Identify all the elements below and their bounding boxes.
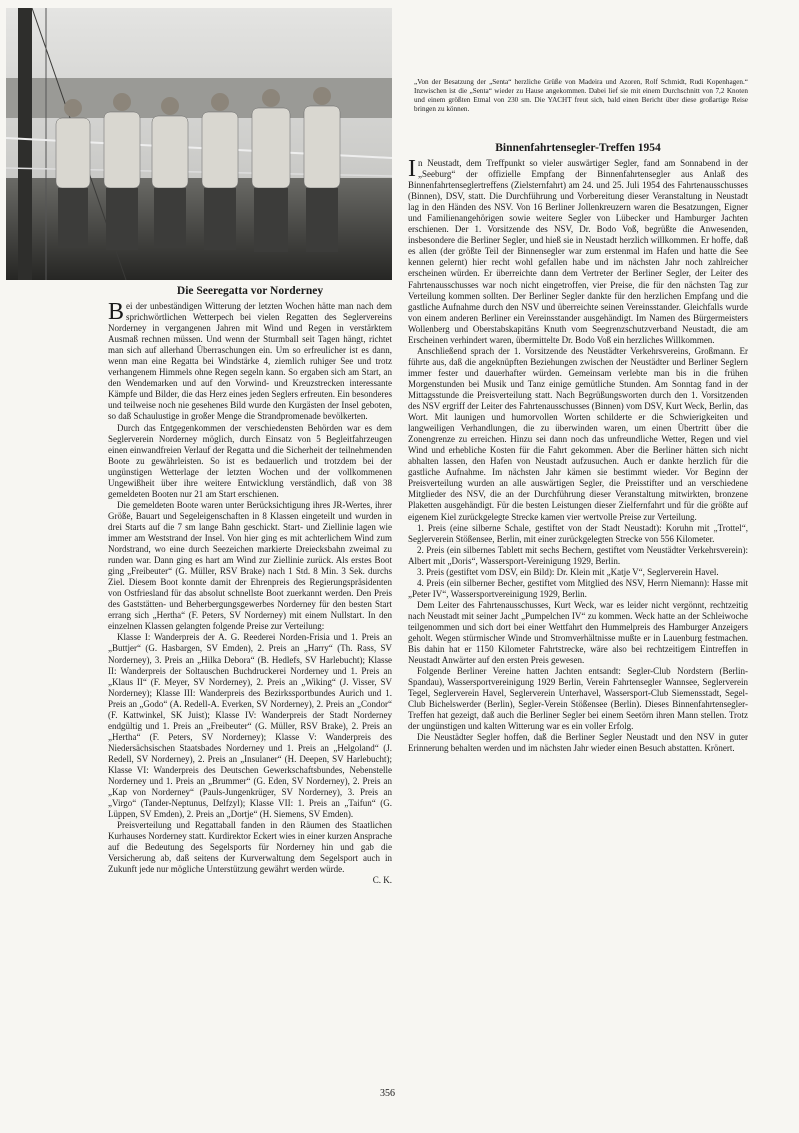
article-paragraph: Durch das Entgegenkommen der verschiedensten Behörden war es dem Seglerverein Norderney möglich, durch Einsatz von 5 Begleitfahrzeugen einen einwandfreien Verlauf der Regatta und die Sicherheit der teilnehmenden Boote zu gewährleisten. So ist es bedauerlich und trotzdem bei der ungünstigen Wetterlage der letzten Wochen und der vollkommenen Ungewißheit über ihre weitere Entwicklung verständlich, daß von 38 gemeldeten Booten nur 21 am Start erschienen. xyxy=(108,422,392,499)
crew-photo xyxy=(6,8,392,280)
prize-entry: 4. Preis (ein silberner Becher, gestiftet vom Mitglied des NSV, Herrn Niemann): Hasse mit „Peter IV“, Wassersportvereinigung 1929, Berlin. xyxy=(408,577,748,599)
article-paragraph: Klasse I: Wanderpreis der A. G. Reederei Norden-Frisia und 1. Preis an „Buttjer“ (G. Hasbargen, SV Emden), 2. Preis an „Harry“ (Th. Rass, SV Norderney), 3. Preis an „Hilka Debora“ (B. Hedlefs, SV Harlebucht); Klasse II: Wanderpreis der Soltauschen Buchdruckerei Norderney und 1. Preis an „Klaus II“ (F. Meyer, SV Norderney), 2. Preis an „Wiking“ (J. Visser, SV Norderney); Klasse III: Wanderpreis des Bezirkssportbundes Aurich und 1. Preis an „Godo“ (A. Redell-A. Everken, SV Norderney), 2. Preis an „Condor“ (F. Kattwinkel, SK Juist); Klasse IV: Wanderpreis der Stadt Norderney endgültig und 1. Preis an „Freibeuter“ (G. Müller, RSV Brake), 2. Preis an „Hertha“ (F. Peters, SV Norderney); Klasse V: Wanderpreis des Niedersächsischen Staatsbades Norderney und 1. Preis an „Helgoland“ (J. Redell, SV Norderney), 2. Preis an „Insulaner“ (H. Deepen, SV Harlebucht); Klasse VI: Wanderpreis des Deutschen Gewerkschaftsbundes, Nebenstelle Norderney und 1. Preis an „Brummer“ (G. Eden, SV Norderney), 2. Preis an „Kap von Norderney“ (Pauls-Jungenkrüger, SV Norderney), 3. Preis an „Virgo“ (Tander-Neptunus, Delfzyl); Klasse VII: 1. Preis an „Taifun“ (G. Lüppen, SV Emden), 2. Preis an „Dortje“ (H. Siemens, SV Emden). xyxy=(108,632,392,820)
crew-photo-image xyxy=(6,8,392,280)
article-signature: Krönert. xyxy=(704,743,735,754)
drop-cap: B xyxy=(108,299,125,325)
prize-entry: 1. Preis (eine silberne Schale, gestiftet von der Stadt Neustadt): Koruhn mit „Trottel“, Seglerverein Stößensee, Berlin, mit einer zurückgelegten Strecke von 556 Kilometer. xyxy=(408,522,748,544)
article-binnenfahrtensegler xyxy=(408,141,748,1066)
article-paragraph: Bei der unbeständigen Witterung der letzten Wochen hätte man nach dem sprichwörtlichen Wetterpech bei vielen Regatten des Seglervereins Norderney in vergangenen Jahren mit Wind und Regen in verstärktem Ausmaß rechnen müssen. Und wenn der Sturmball seit Tagen hängt, richtet man sich auf allerhand Überraschungen ein. Um so erfreulicher ist es dann, wenn man eine Regatta bei Windstärke 4, ziemlich ruhiger See und trotz verhangenem Himmels ohne Regen segeln kann. So ergaben sich am Start, an den Wendemarken und auf den Vorwind- und Kreuzstrecken interessante Kämpfe und Bilder, die das Herz eines jeden Seglers erfreuten. Ein besonderes und teilweise noch nie gesehenes Bild wurde den Kurgästen der Insel geboten, so daß Schaulustige in großer Menge die Strandpromenade bevölkerten. xyxy=(108,299,392,422)
photo-caption: „Von der Besatzung der „Senta“ herzliche Grüße von Madeira und Azoren, Rolf Schmidt, Rudi Kopenhagen.“ Inzwischen ist die „Senta“ wieder zu Hause angekommen. Dabei lief sie mit einem Durchschnitt von 7,2 Knoten und einem größten Etmal von 230 sm. Die YACHT freut sich, bald einen Bericht über diese großartige Reise bringen zu können. xyxy=(414,78,748,113)
article-paragraph: Die Neustädter Segler hoffen, daß die Berliner Segler Neustadt und den NSV in guter Erinnerung behalten werden und im nächsten Jahr wieder einen Besuch abstatten. Krönert. xyxy=(408,732,748,754)
article-paragraph: Folgende Berliner Vereine hatten Jachten entsandt: Segler-Club Nordstern (Berlin-Spandau), Wassersportvereinigung 1929 Berlin, Verein Fahrtensegler Wannsee, Seglerverein Tegel, Seglerverein Havel, Seglerverein Unterhavel, Wassersport-Club Siemensstadt, Segel-Club Bichelswerder (Berlin), Segler-Verein Stößensee (Berlin). Dieses Binnenfahrtensegler-Treffen hat gezeigt, daß auch die Berliner Segler bei einem Seetörn ihren Mann stellen. Trotz der ungünstigen und kalten Witterung war es ein voller Erfolg. xyxy=(408,666,748,732)
page-number: 356 xyxy=(380,1088,395,1099)
prize-entry: 2. Preis (ein silbernes Tablett mit sechs Bechern, gestiftet vom Neustädter Verkehrsverein): Albert mit „Doris“, Wassersport-Vereinigung 1929, Berlin. xyxy=(408,544,748,566)
article-paragraph: In Neustadt, dem Treffpunkt so vieler auswärtiger Segler, fand am Sonnabend in der „Seeburg“ der offizielle Empfang der Binnenfahrtensegler aus Anlaß des Binnenfahrtenseglertreffens (Zielsternfahrt) am 24. und 25. Juli 1954 des Fahrtenausschusses (Binnen), DSV, statt. Die Durchführung und Vorbereitung dieser Veranstaltung in Neustadt lag in den Händen des NSV. Von 16 Berliner Jollenkreuzern waren die Besatzungen, Eigner und Familienangehörigen sowie weitere Segler von Lübecker und Hamburger Jachten erschienen. Der 1. Vorsitzende des NSV, Dr. Bodo Voß, begrüßte die Anwesenden, insbesondere die Berliner Segler, und hieß sie in Neustadt herzlich willkommen. Er hoffe, daß es allen (der größte Teil der Binnensegler war zum erstenmal im Hafen und hatte die See kennen gelernt) hier recht wohl gefallen habe und im nächsten Jahr noch zahlreicher erscheinen würden. Er überreichte dann dem Vertreter der Berliner Segler, der Leiter des Fahrtenausschusses war noch nicht eingetroffen, vier Preise, die für den nächsten Tag zur Verteilung kommen sollten. Der Berliner Segler dankte für den herzlichen Empfang und die gastliche Aufnahme durch den NSV und überreichte seinen Vereinsstander. Gleichfalls wurde von einem anderen Berliner ein Vereinsstander ausgehändigt. Im Namen des Bürgermeisters Wollenberg und Oberstabskapitäns Knuth vom Seegrenzschutzverband Neustadt, die am Erscheinen verhindert waren, übermittelte Dr. Bodo Voß ein herzliches Willkommen. xyxy=(408,156,748,345)
article-paragraph: Preisverteilung und Regattaball fanden in den Räumen des Staatlichen Kurhauses Norderney statt. Kurdirektor Eckert wies in einer kurzen Ansprache auf die Bedeutung des Segelsports für Norderney hin und gab die Versicherung ab, daß seitens der Kurverwaltung dem Segelsport auch in Zukunft jede nur mögliche Unterstützung gewährt werden würde. xyxy=(108,820,392,875)
drop-cap: I xyxy=(408,156,416,182)
article-paragraph: Die gemeldeten Boote waren unter Berücksichtigung ihres JR-Wertes, ihrer Größe, Bauart und Segeleigenschaften in 8 Klassen eingeteilt und wurden in drei Starts auf die 7 sm lange Bahn geschickt. Start- und Ziellinie lagen wie immer am Weststrand der Insel. Von hier ging es mit achterlichem Wind zum Nordstrand, wo eine durch Seezeichen markierte Dreiecksbahn zweimal zu runden war. Dann ging es hart am Wind zur Ziellinie zurück. Als erstes Boot ging „Freibeuter“ (G. Müller, RSV Brake) nach 1 Std. 8 Min. 3 Sek. durchs Ziel. Diesem Boot konnte damit der Ehrenpreis des Regierungspräsidenten von Ostfriesland für das absolut schnellste Boot zuerkannt werden. Den Preis des Gaststätten- und Beherbergungsgewerbes Norderney für den besten Start errang sich „Hertha“ (F. Peters, SV Norderney) mit einem Nullstart. In den einzelnen Klassen gelangten folgende Preise zur Verteilung: xyxy=(108,499,392,632)
prize-entry: 3. Preis (gestiftet vom DSV, ein Bild): Dr. Klein mit „Katje V“, Seglerverein Havel. xyxy=(417,566,719,577)
article-paragraph: Anschließend sprach der 1. Vorsitzende des Neustädter Verkehrsvereins, Großmann. Er führte aus, daß die angeknüpften Beziehungen zwischen der Neustädter und Berliner Seglern immer fester und dauerhafter würden. Gemeinsam verlebte man bis in die frühen Morgenstunden bei Musik und Tanz einige gemütliche Stunden. Am Sonntag fand in der Mittagsstunde die Preisverteilung statt. Nach Begrüßungsworten durch den 1. Vorsitzenden des NSV ergriff der Leiter des Fahrtenausschusses (Binnen) vom DSV, Kurt Weck, Berlin, das Wort. Mit launigen und humorvollen Worten schilderte er die Schwierigkeiten und langweiligen Verhandlungen, die zu überwinden waren, um einen Übertritt über die Zonengrenze zu erreichen. Hinzu sei dann noch das unfreundliche Wetter, Regen und viel Wind und erhebliche Kosten für die Fahrt gekommen. Aber die Berliner hätten sich nicht abhalten lassen, den Hafen von Neustadt aufzusuchen. Auch er dankte herzlich für die gastliche Aufnahme. Im nächsten Jahr kämen sie bestimmt wieder. Vor Beginn der Preisverteilung wurden an alle auswärtigen Segler, die Preisstifter und an verschiedene Mitglieder des NSV, die an der Durchführung dieser Veranstaltung mitwirkten, bronzene Plaketten ausgehändigt. Für die besten Leistungen dieser Zielfernfahrt und für die größte auf eigenem Kiel zurückgelegte Strecke kamen vier wertvolle Preise zur Verteilung. xyxy=(408,345,748,522)
article-paragraph: Dem Leiter des Fahrtenausschusses, Kurt Weck, war es leider nicht vergönnt, rechtzeitig nach Neustadt mit seiner Jacht „Pumpelchen IV“ zu kommen. Weck hatte an der Schleiwoche teilgenommen und sich dort bei einer Wettfahrt den Hummelpreis des Hamburger Anzeigers geholt. Wegen stürmischer Winde und Stromverhältnisse mußte er in Lauenburg festmachen. Bis dahin hat er 1150 Kilometer Fahrtstrecke, wäre also bei rechtzeitigem Eintreffen in Neustadt Anwärter auf den ersten Preis gewesen. xyxy=(408,599,748,666)
article-signature: C. K. xyxy=(372,875,392,886)
article-seeregatta xyxy=(108,284,392,1064)
article-title: Binnenfahrtensegler-Treffen 1954 xyxy=(495,142,661,154)
article-title: Die Seeregatta vor Norderney xyxy=(176,285,324,297)
